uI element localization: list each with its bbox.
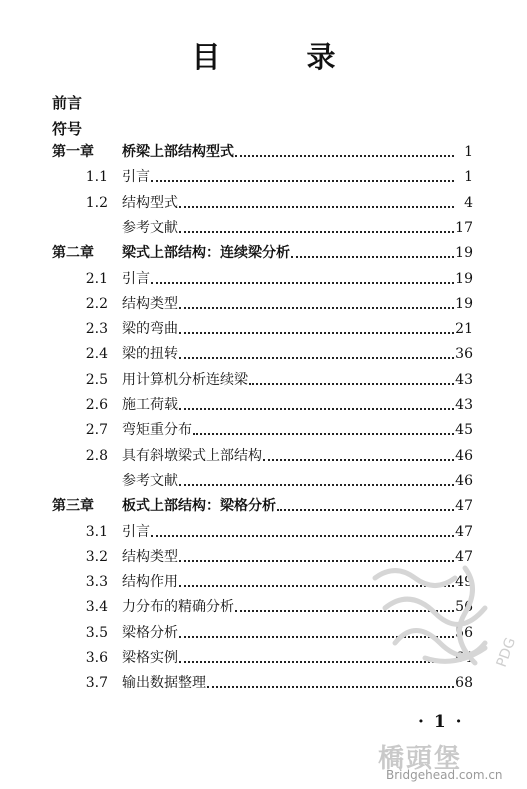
toc-section-row [52,445,473,465]
toc-entry-title: 结构类型 [122,548,178,565]
toc-leader-dots [179,206,454,208]
toc-entry-number: 2.6 [85,397,108,413]
watermark-seal-text: PDG [493,635,520,670]
toc-entry-page: 19 [455,245,473,262]
toc-chapter-row [52,242,473,262]
toc-entry-page: 49 [455,574,473,591]
toc-entry-page: 43 [455,371,473,388]
toc-entry-number: 3.2 [85,548,108,565]
toc-entry-page: 46 [455,447,473,464]
toc-entry-number: 2.3 [85,321,108,338]
toc-entry-title: 板式上部结构：梁格分析 [122,498,276,515]
toc-entry-number: 2.7 [85,422,108,439]
toc-entry-number: 3.7 [85,675,108,692]
toc-entry-title: 力分布的精确分析 [122,599,234,616]
toc-leader-dots [179,307,454,309]
toc-entry-number: 第二章 [52,245,94,262]
toc-leader-dots [249,383,454,385]
toc-entry-page: 47 [455,523,473,540]
toc-entry-title: 结构作用 [122,574,178,591]
toc-entry-number: 1.2 [85,194,108,211]
toc-entry-page: 1 [464,169,473,186]
toc-leader-dots [235,155,454,157]
toc-entry-title: 梁的扭转 [122,346,178,363]
toc-section-row [52,521,473,541]
watermark-seal-icon [355,548,525,688]
toc-entry-title: 结构类型 [122,295,178,312]
toc-entry-number: 3.3 [85,574,108,591]
toc-entry-page: 19 [455,295,473,312]
toc-section-row [52,394,473,414]
toc-entry-page: 56 [455,599,473,616]
toc-entry-number: 3.1 [85,523,108,540]
toc-entry-title: 梁格分析 [122,624,178,641]
toc-leader-dots [179,332,454,334]
toc-leader-dots [179,357,454,359]
toc-entry-title: 用计算机分析连续梁 [122,371,248,388]
toc-leader-dots [151,535,454,537]
toc-entry-number: 2.1 [85,270,108,287]
toc-entry-page: 68 [455,675,473,692]
toc-chapter-row [52,495,473,515]
toc-entry-title: 引言 [122,523,150,540]
watermark-logo: 橋頭堡 [378,744,463,774]
toc-entry-number: 2.2 [85,295,108,312]
toc-leader-dots [263,459,454,461]
toc-entry-title: 输出数据整理 [122,675,206,692]
toc-chapter-row [52,141,473,161]
toc-section-row [52,268,473,288]
page-number: · 1 · [418,712,464,732]
toc-entry-number: 1.1 [85,169,108,186]
toc-entry-number: 2.4 [85,346,108,363]
toc-entry-page: 64 [455,650,473,666]
page-title: 目 录 [191,40,374,74]
toc-entry-title: 施工荷载 [122,397,178,413]
toc-entry-number: 2.8 [85,447,108,464]
toc-leader-dots [179,408,454,410]
toc-entry-page: 47 [455,498,473,515]
toc-entry-page: 17 [455,219,473,236]
toc-section-row [52,293,473,313]
toc-section-row [52,343,473,363]
toc-entry-page: 47 [455,548,473,565]
toc-entry-page: 4 [464,194,473,211]
toc-entry-page: 21 [455,321,473,338]
toc-section-row [52,192,473,212]
toc-entry-number: 第三章 [52,498,94,515]
toc-entry-page: 46 [455,472,473,489]
toc-section-row [52,369,473,389]
toc-entry-page: 45 [455,422,473,439]
toc-entry-number: 3.6 [85,650,108,666]
toc-leader-dots [179,484,454,486]
toc-entry-page: 56 [455,624,473,641]
toc-entry-page: 43 [455,397,473,413]
toc-leader-dots [151,282,454,284]
toc-references-row [52,470,473,490]
toc-entry-title: 参考文献 [122,219,178,236]
toc-entry-title: 梁式上部结构：连续梁分析 [122,245,290,262]
toc-entry-number: 2.5 [85,371,108,388]
toc-entry-title: 参考文献 [122,472,178,489]
toc-leader-dots [151,180,454,182]
toc-entry-number: 3.4 [85,599,108,616]
toc-entry-title: 弯矩重分布 [122,422,192,439]
toc-leader-dots [291,256,454,258]
toc-section-row [52,419,473,439]
toc-leader-dots [179,231,454,233]
toc-entry-number: 3.5 [85,624,108,641]
toc-entry-title: 结构型式 [122,194,178,211]
toc-section-row [52,166,473,186]
toc-entry-page: 1 [464,144,473,160]
watermark-url: Bridgehead.com.cn [386,768,503,782]
toc-entry-page: 19 [455,270,473,287]
toc-leader-dots [193,433,454,435]
toc-entry-page: 36 [455,346,473,363]
toc-entry-title: 具有斜墩梁式上部结构 [122,447,262,464]
toc-entry-title: 梁的弯曲 [122,321,178,338]
toc-front-matter-symbols: 符号 [52,120,83,138]
toc-entry-title: 引言 [122,270,150,287]
toc-entry-title: 梁格实例 [122,650,178,666]
toc-section-row [52,318,473,338]
toc-references-row [52,217,473,237]
toc-leader-dots [277,509,454,511]
toc-entry-number: 第一章 [52,144,94,160]
toc-front-matter-preface: 前言 [52,94,83,112]
toc-entry-title: 引言 [122,169,150,186]
toc-entry-title: 桥梁上部结构型式 [122,144,234,160]
